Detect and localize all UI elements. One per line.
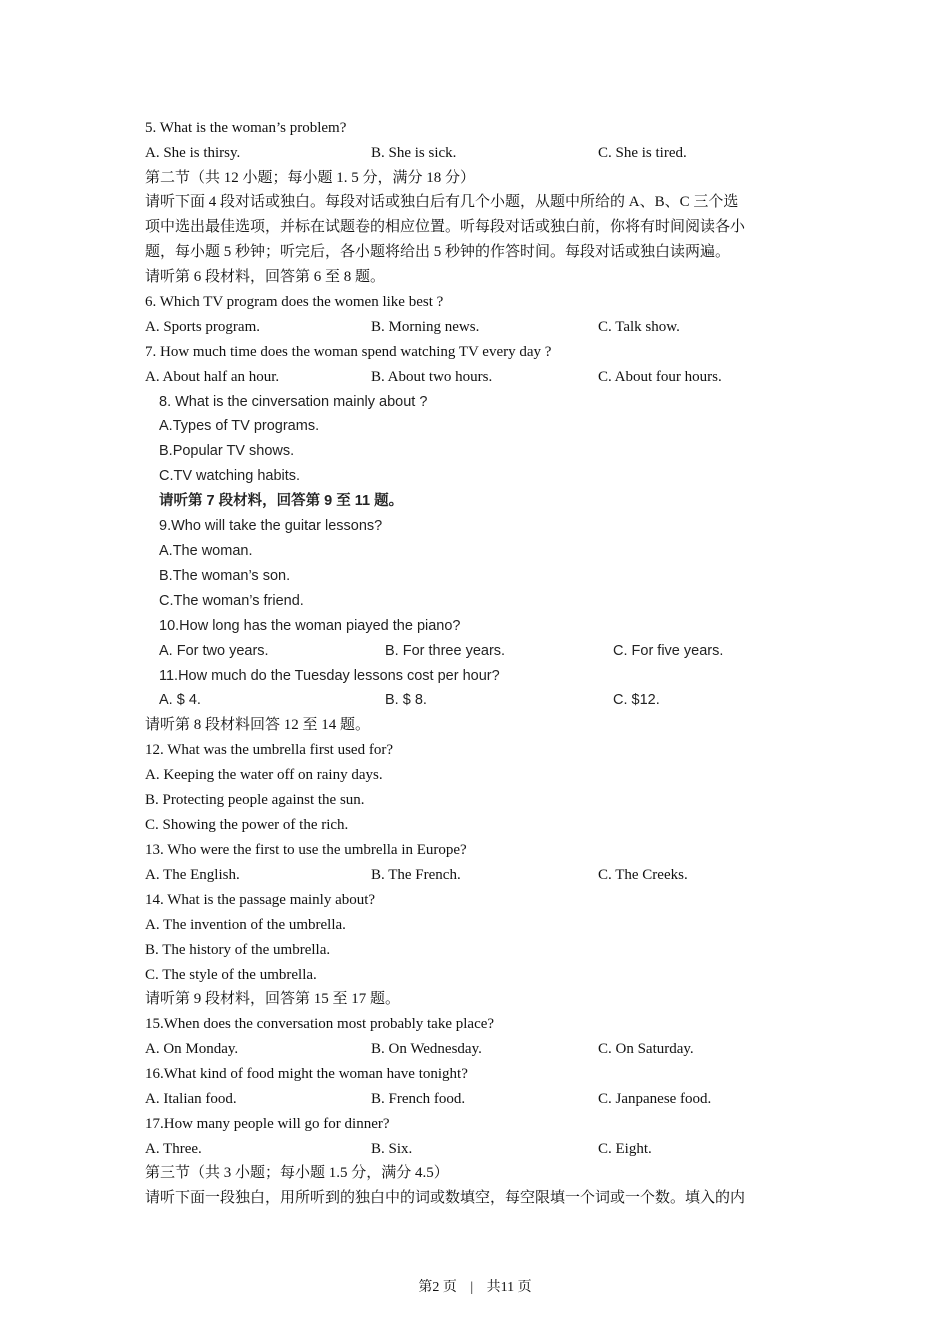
page-total: 共11 页 xyxy=(486,1280,532,1295)
option-a: A. For two years. xyxy=(159,643,269,659)
option-a: A. Italian food. xyxy=(145,1091,237,1107)
material-8-heading: 请听第 8 段材料回答 12 至 14 题。 xyxy=(145,717,371,733)
section-2-title: 第二节（共 12 小题；每小题 1. 5 分，满分 18 分） xyxy=(145,170,476,186)
question-10-options xyxy=(159,639,799,663)
question-13-options xyxy=(145,863,810,887)
question-5-options xyxy=(145,141,810,165)
question-14-option-c: C. The style of the umbrella. xyxy=(145,967,317,983)
material-7-heading: 请听第 7 段材料，回答第 9 至 11 题。 xyxy=(159,493,404,509)
material-6-heading: 请听第 6 段材料，回答第 6 至 8 题。 xyxy=(145,269,386,285)
question-17-stem: 17.How many people will go for dinner? xyxy=(145,1116,390,1132)
option-a: A. About half an hour. xyxy=(145,369,280,385)
option-c: C. $12. xyxy=(613,692,660,708)
question-9-option-b: B.The woman’s son. xyxy=(159,568,291,584)
material-9-heading: 请听第 9 段材料，回答第 15 至 17 题。 xyxy=(145,991,401,1007)
question-12-option-b: B. Protecting people against the sun. xyxy=(145,792,365,808)
question-9-option-c: C.The woman’s friend. xyxy=(159,593,304,609)
option-b: B. Six. xyxy=(371,1141,413,1157)
option-b: B. Morning news. xyxy=(371,319,480,335)
footer-separator: | xyxy=(470,1280,474,1295)
question-14-stem: 14. What is the passage mainly about? xyxy=(145,892,376,908)
option-a: A. $ 4. xyxy=(159,692,201,708)
option-b: B. On Wednesday. xyxy=(371,1041,482,1057)
option-c: C. Talk show. xyxy=(598,319,680,335)
question-12-option-a: A. Keeping the water off on rainy days. xyxy=(145,767,383,783)
question-13-stem: 13. Who were the first to use the umbrella in Europe? xyxy=(145,842,467,858)
section-3-title: 第三节（共 3 小题；每小题 1.5 分，满分 4.5） xyxy=(145,1165,449,1181)
question-10-stem: 10.How long has the woman piayed the piano? xyxy=(159,618,461,634)
page-number: 第2 页 xyxy=(418,1280,457,1295)
option-a: A. On Monday. xyxy=(145,1041,239,1057)
section-2-instruction-2: 项中选出最佳选项，并标在试题卷的相应位置。听每段对话或独白前，你将有时间阅读各小 xyxy=(145,219,746,235)
question-14-option-b: B. The history of the umbrella. xyxy=(145,942,331,958)
question-16-options xyxy=(145,1087,810,1111)
question-16-stem: 16.What kind of food might the woman have tonight? xyxy=(145,1066,468,1082)
option-b: B. $ 8. xyxy=(385,692,427,708)
question-8-option-a: A.Types of TV programs. xyxy=(159,418,320,434)
question-7-stem: 7. How much time does the woman spend watching TV every day ? xyxy=(145,344,552,360)
question-11-stem: 11.How much do the Tuesday lessons cost per hour? xyxy=(159,668,500,684)
option-a: A. Sports program. xyxy=(145,319,260,335)
section-2-instruction-1: 请听下面 4 段对话或独白。每段对话或独白后有几个小题，从题中所给的 A、B、C 三个选 xyxy=(145,194,739,210)
option-b: B. The French. xyxy=(371,867,461,883)
section-2-instruction-3: 题，每小题 5 秒钟；听完后，各小题将给出 5 秒钟的作答时间。每段对话或独白读两遍。 xyxy=(145,244,731,260)
option-b: B. She is sick. xyxy=(371,145,457,161)
option-a: A. The English. xyxy=(145,867,240,883)
question-8-option-b: B.Popular TV shows. xyxy=(159,443,295,459)
option-a: A. She is thirsy. xyxy=(145,145,241,161)
option-c: C. Eight. xyxy=(598,1141,652,1157)
option-c: C. On Saturday. xyxy=(598,1041,694,1057)
question-8-option-c: C.TV watching habits. xyxy=(159,468,301,484)
question-5-stem: 5. What is the woman’s problem? xyxy=(145,120,347,136)
option-b: B. About two hours. xyxy=(371,369,493,385)
question-14-option-a: A. The invention of the umbrella. xyxy=(145,917,346,933)
question-8-stem: 8. What is the cinversation mainly about ? xyxy=(159,394,428,410)
option-c: C. For five years. xyxy=(613,643,724,659)
question-15-stem: 15.When does the conversation most probably take place? xyxy=(145,1016,495,1032)
section-3-instruction: 请听下面一段独白，用所听到的独白中的词或数填空，每空限填一个词或一个数。填入的内 xyxy=(145,1190,746,1206)
option-c: C. About four hours. xyxy=(598,369,722,385)
option-c: C. The Creeks. xyxy=(598,867,688,883)
question-6-stem: 6. Which TV program does the women like best ? xyxy=(145,294,444,310)
option-b: B. For three years. xyxy=(385,643,506,659)
page-footer xyxy=(0,1278,950,1298)
option-a: A. Three. xyxy=(145,1141,202,1157)
question-11-options xyxy=(159,688,799,712)
question-12-stem: 12. What was the umbrella first used for? xyxy=(145,742,393,758)
question-7-options xyxy=(145,365,810,389)
option-c: C. She is tired. xyxy=(598,145,687,161)
question-6-options xyxy=(145,315,810,339)
question-12-option-c: C. Showing the power of the rich. xyxy=(145,817,349,833)
option-b: B. French food. xyxy=(371,1091,466,1107)
question-15-options xyxy=(145,1037,810,1061)
question-9-option-a: A.The woman. xyxy=(159,543,253,559)
question-17-options xyxy=(145,1137,810,1161)
question-9-stem: 9.Who will take the guitar lessons? xyxy=(159,518,383,534)
option-c: C. Janpanese food. xyxy=(598,1091,712,1107)
